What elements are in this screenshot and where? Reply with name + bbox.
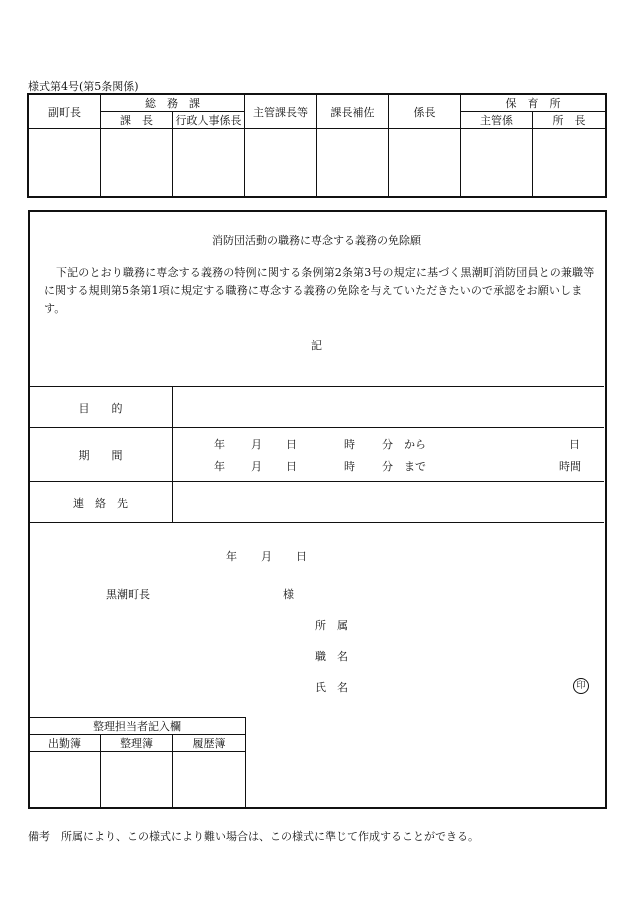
- application-title: 消防団活動の職務に専念する義務の免除願: [212, 234, 421, 247]
- note: 備考 所属により、この様式により難い場合は、この様式に準じて作成することができる。: [28, 830, 479, 843]
- name-label: 氏 名: [315, 681, 348, 694]
- arrangement-header: 整理簿: [101, 735, 173, 752]
- period-to-hour: 時: [344, 460, 355, 473]
- gyousei-jinji-header: 行政人事係長: [173, 112, 245, 129]
- period-from-minute: 分: [382, 438, 393, 451]
- contact-label: 連 絡 先: [73, 497, 128, 510]
- stamp-cell-shochou[interactable]: [533, 129, 606, 197]
- shukan-kakari-header: 主管係: [461, 112, 533, 129]
- hoiku-sho-header: 保 育 所: [461, 95, 606, 112]
- period-label: 期 間: [78, 449, 123, 462]
- stamp-cell-shukan-kakari[interactable]: [461, 129, 533, 197]
- affiliation-label: 所 属: [315, 619, 348, 632]
- shukan-kachou-header: 主管課長等: [245, 95, 317, 129]
- kakarichou-header: 係長: [389, 95, 461, 129]
- stamp-cell-kachou-hosa[interactable]: [317, 129, 389, 197]
- ki-label: 記: [311, 339, 322, 352]
- history-header: 履歴簿: [173, 735, 246, 752]
- shochou-header: 所 長: [533, 112, 606, 129]
- position-label: 職 名: [315, 650, 348, 663]
- period-to-label: まで: [404, 460, 426, 473]
- period-from-label: から: [404, 438, 426, 451]
- period-from-month: 月: [251, 438, 262, 451]
- affiliation-field[interactable]: [360, 612, 560, 634]
- soumu-ka-header: 総 務 課: [101, 95, 245, 112]
- attendance-header: 出勤簿: [29, 735, 101, 752]
- approval-table: [28, 94, 606, 197]
- purpose-field[interactable]: [173, 387, 603, 427]
- period-field[interactable]: [173, 428, 603, 481]
- application-body: 下記のとおり職務に専念する義務の特例に関する条例第2条第3号の規定に基づく黒潮町消防団員との兼職等に関する規則第5条第1項に規定する職務に専念する義務の免除を与えていただきたいので承認をお願いします。: [44, 266, 595, 315]
- kachou-hosa-header: 課長補佐: [317, 95, 389, 129]
- purpose-label: 目 的: [78, 402, 123, 415]
- period-hours-unit: 時間: [559, 460, 581, 473]
- form-number: 様式第4号(第5条関係): [28, 80, 139, 93]
- history-stamp-cell[interactable]: [173, 752, 246, 808]
- stamp-cell-fukuchoucho[interactable]: [29, 129, 101, 197]
- record-title: 整理担当者記入欄: [29, 718, 246, 735]
- name-field[interactable]: [360, 674, 560, 696]
- period-days-unit: 日: [569, 438, 580, 451]
- period-from-hour: 時: [344, 438, 355, 451]
- attendance-stamp-cell[interactable]: [29, 752, 101, 808]
- date-month: 月: [261, 550, 272, 563]
- position-field[interactable]: [360, 643, 560, 665]
- period-from-day: 日: [286, 438, 297, 451]
- kachou-header: 課 長: [101, 112, 173, 129]
- period-to-minute: 分: [382, 460, 393, 473]
- date-day: 日: [296, 550, 307, 563]
- addressee-honorific: 様: [283, 588, 294, 601]
- period-to-month: 月: [251, 460, 262, 473]
- stamp-cell-shukan-kachou[interactable]: [245, 129, 317, 197]
- period-to-year: 年: [214, 460, 225, 473]
- addressee: 黒潮町長: [106, 588, 150, 601]
- stamp-cell-gyousei-jinji[interactable]: [173, 129, 245, 197]
- contact-field[interactable]: [173, 482, 603, 522]
- seal-icon: 印: [573, 678, 589, 694]
- stamp-cell-kakarichou[interactable]: [389, 129, 461, 197]
- arrangement-stamp-cell[interactable]: [101, 752, 173, 808]
- fukuchoucho-header: 副町長: [29, 95, 101, 129]
- period-to-day: 日: [286, 460, 297, 473]
- date-year: 年: [226, 550, 237, 563]
- divider-line: [29, 522, 604, 523]
- record-table: [28, 717, 246, 808]
- stamp-cell-kachou[interactable]: [101, 129, 173, 197]
- period-from-year: 年: [214, 438, 225, 451]
